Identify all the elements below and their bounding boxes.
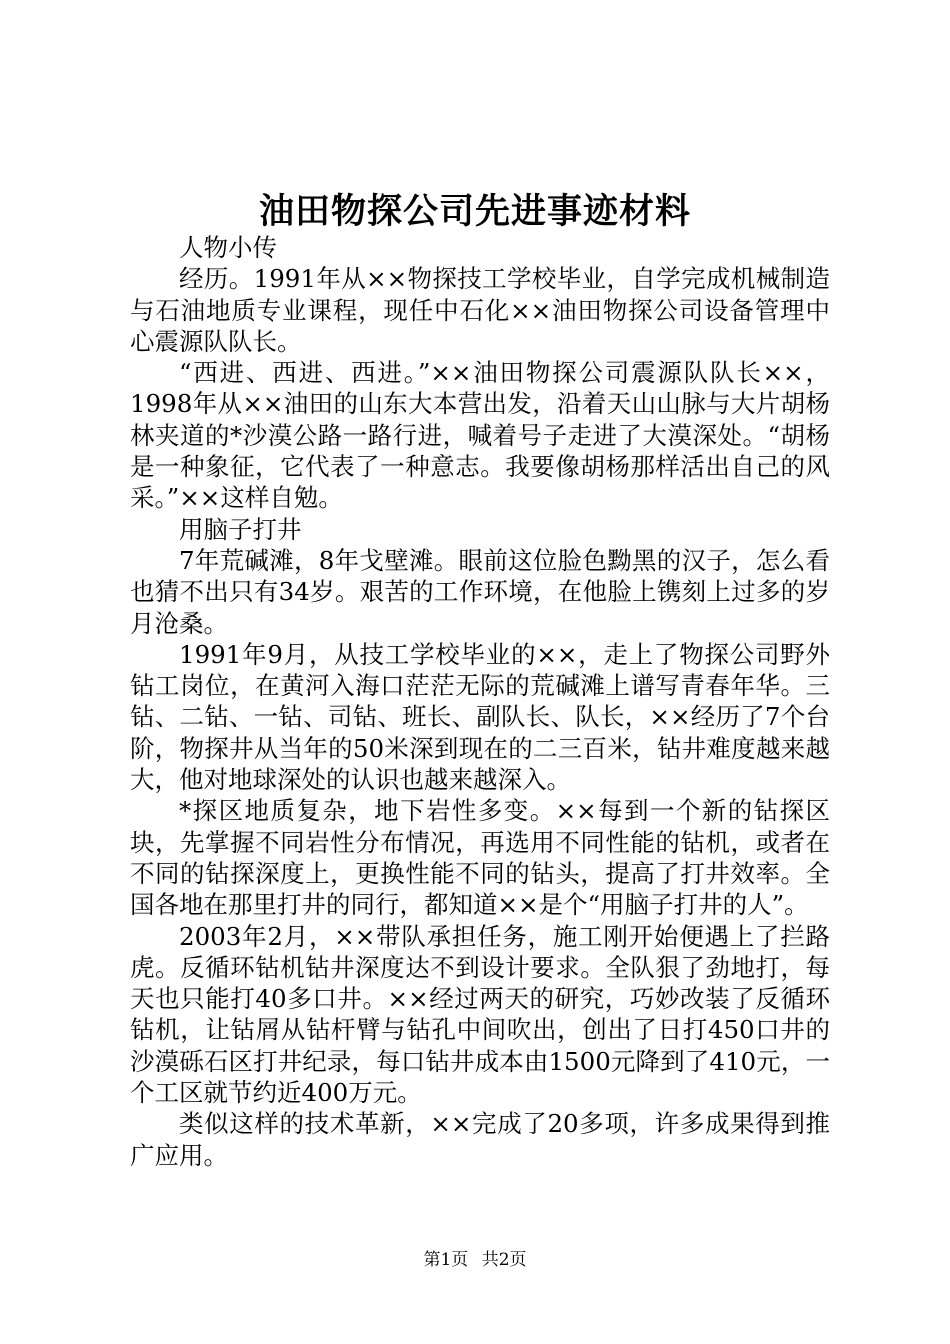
document-body (130, 232, 830, 1171)
paragraph-2003: 2003年2月，××带队承担任务，施工刚开始便遇上了拦路虎。反循环钻机钻井深度达不到设计要求。全队狠了劲地打，每天也只能打40多口井。××经过两天的研究，巧妙改装了反循环钻机，让钻屑从钻杆臂与钻孔中间吹出，创出了日打450口井的沙漠砾石区打井纪录，每口钻井成本由1500元降到了410元，一个工区就节约近400万元。 (130, 921, 830, 1108)
current-page-label: 第1页 (423, 1250, 469, 1270)
paragraph-geology: *探区地质复杂，地下岩性多变。××每到一个新的钻探区块，先掌握不同岩性分布情况，再选用不同性能的钻机，或者在不同的钻探深度上，更换性能不同的钻头，提高了打井效率。全国各地在那里打井的同行，都知道××是个“用脑子打井的人”。 (130, 796, 830, 920)
paragraph-innovation: 类似这样的技术革新，××完成了20多项，许多成果得到推广应用。 (130, 1109, 830, 1170)
section-heading-biography: 人物小传 (179, 233, 277, 262)
paragraph-experience: 经历。1991年从××物探技工学校毕业，自学完成机械制造与石油地质专业课程，现任中石化××油田物探公司设备管理中心震源队队长。 (130, 264, 830, 356)
paragraph-years: 7年荒碱滩，8年戈壁滩。眼前这位脸色黝黑的汉子，怎么看也猜不出只有34岁。艰苦的工作环境，在他脸上镌刻上过多的岁月沧桑。 (130, 545, 830, 638)
section-heading-drilling: 用脑子打井 (179, 514, 302, 544)
page-footer (0, 1245, 950, 1270)
total-pages-label: 共2页 (481, 1250, 527, 1270)
paragraph-career: 1991年9月，从技工学校毕业的××，走上了物探公司野外钻工岗位，在黄河入海口茫茫无际的荒碱滩上谱写青春年华。三钻、二钻、一钻、司钻、班长、副队长、队长，××经历了7个台阶，物探井从当年的50米深到现在的二三百米，钻井难度越来越大，他对地球深处的认识也越来越深入。 (130, 639, 830, 795)
paragraph-westward: “西进、西进、西进。”××油田物探公司震源队队长××，1998年从××油田的山东大本营出发，沿着天山山脉与大片胡杨林夹道的*沙漠公路一路行进，喊着号子走进了大漠深处。“胡杨是一种象征，它代表了一种意志。我要像胡杨那样活出自己的风采。”××这样自勉。 (130, 358, 830, 513)
document-title: 油田物探公司先进事迹材料 (258, 191, 691, 232)
